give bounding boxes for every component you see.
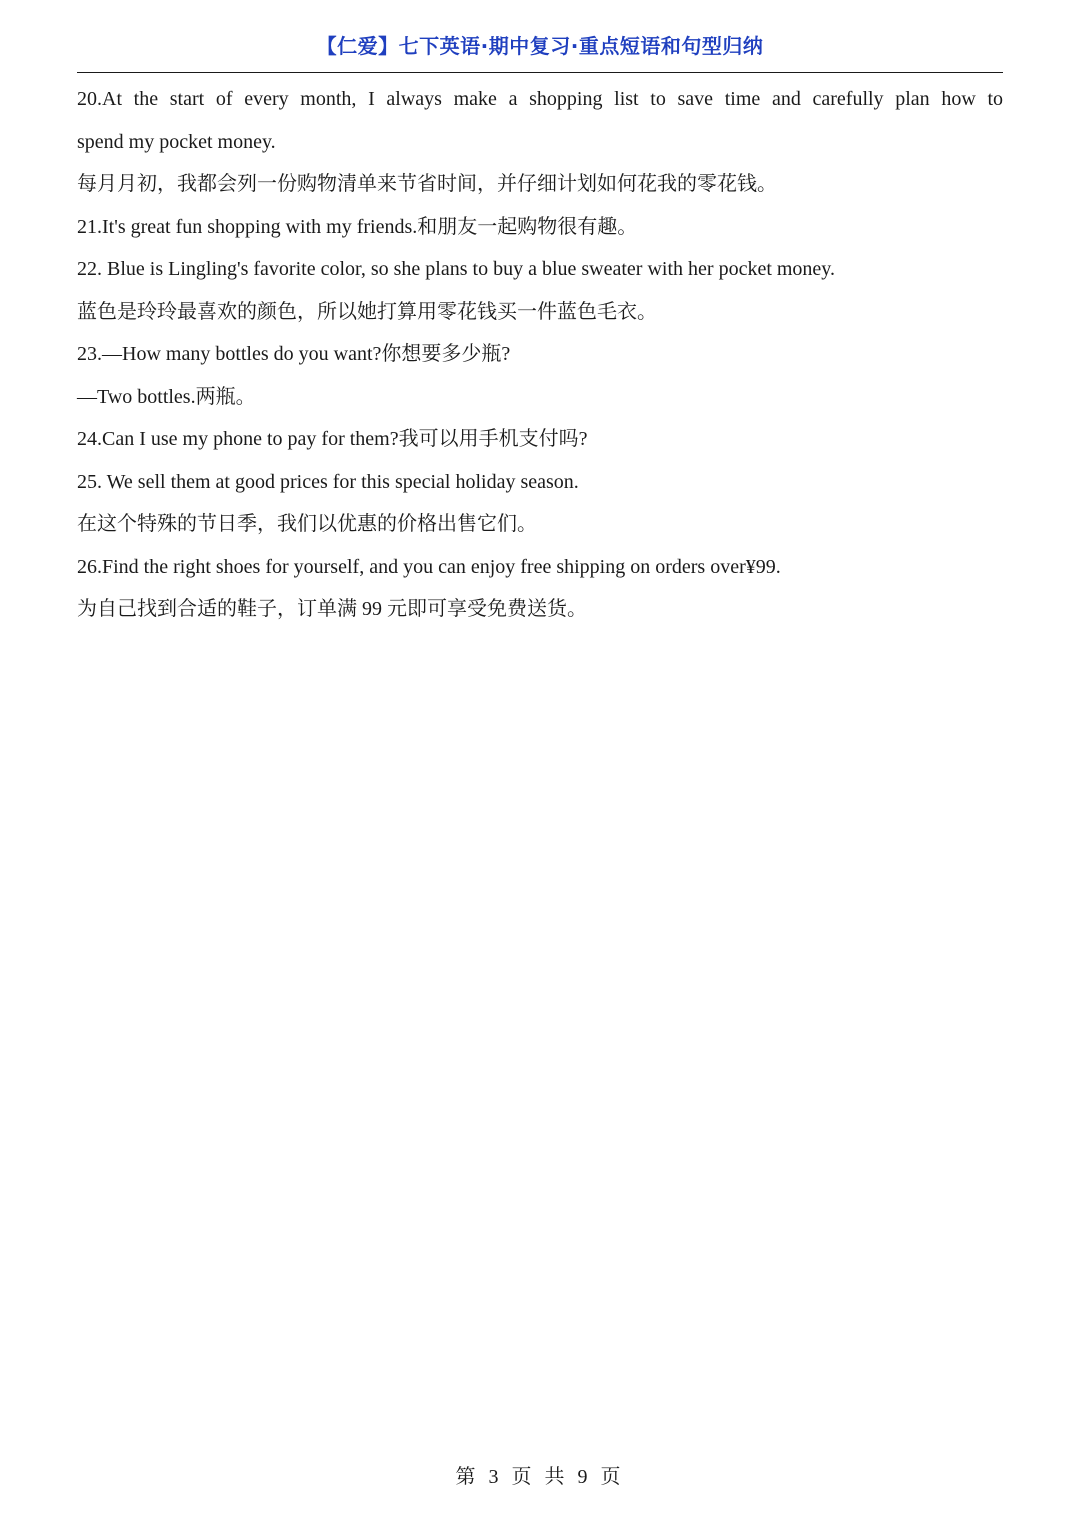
text-line: —Two bottles.两瓶。	[77, 385, 256, 408]
text-line: 在这个特殊的节日季，我们以优惠的价格出售它们。	[77, 513, 537, 535]
text-line: 20.At the start of every month, I always make a shopping list to save time and carefully plan how to	[77, 88, 1003, 110]
text-line: 23.—How many bottles do you want?你想要多少瓶?	[77, 343, 511, 365]
text-line: 为自己找到合适的鞋子，订单满 99 元即可享受免费送货。	[77, 598, 587, 620]
document-header-title: 【仁爱】七下英语·期中复习·重点短语和句型归纳	[316, 34, 764, 58]
document-body	[77, 78, 1003, 631]
text-line: spend my pocket money.	[77, 130, 276, 153]
text-line: 24.Can I use my phone to pay for them?我可以用手机支付吗?	[77, 428, 588, 450]
text-line: 26.Find the right shoes for yourself, and you can enjoy free shipping on orders over¥99.	[77, 555, 781, 578]
text-line: 22. Blue is Lingling's favorite color, so she plans to buy a blue sweater with her pocket money.	[77, 258, 836, 280]
text-line: 蓝色是玲玲最喜欢的颜色，所以她打算用零花钱买一件蓝色毛衣。	[77, 300, 657, 323]
header-divider	[77, 72, 1003, 73]
page-number-footer: 第 3 页 共 9 页	[455, 1466, 625, 1488]
text-line: 21.It's great fun shopping with my friends.和朋友一起购物很有趣。	[77, 215, 638, 238]
text-line: 25. We sell them at good prices for this special holiday season.	[77, 470, 579, 493]
text-line: 每月月初，我都会列一份购物清单来节省时间，并仔细计划如何花我的零花钱。	[77, 173, 777, 195]
